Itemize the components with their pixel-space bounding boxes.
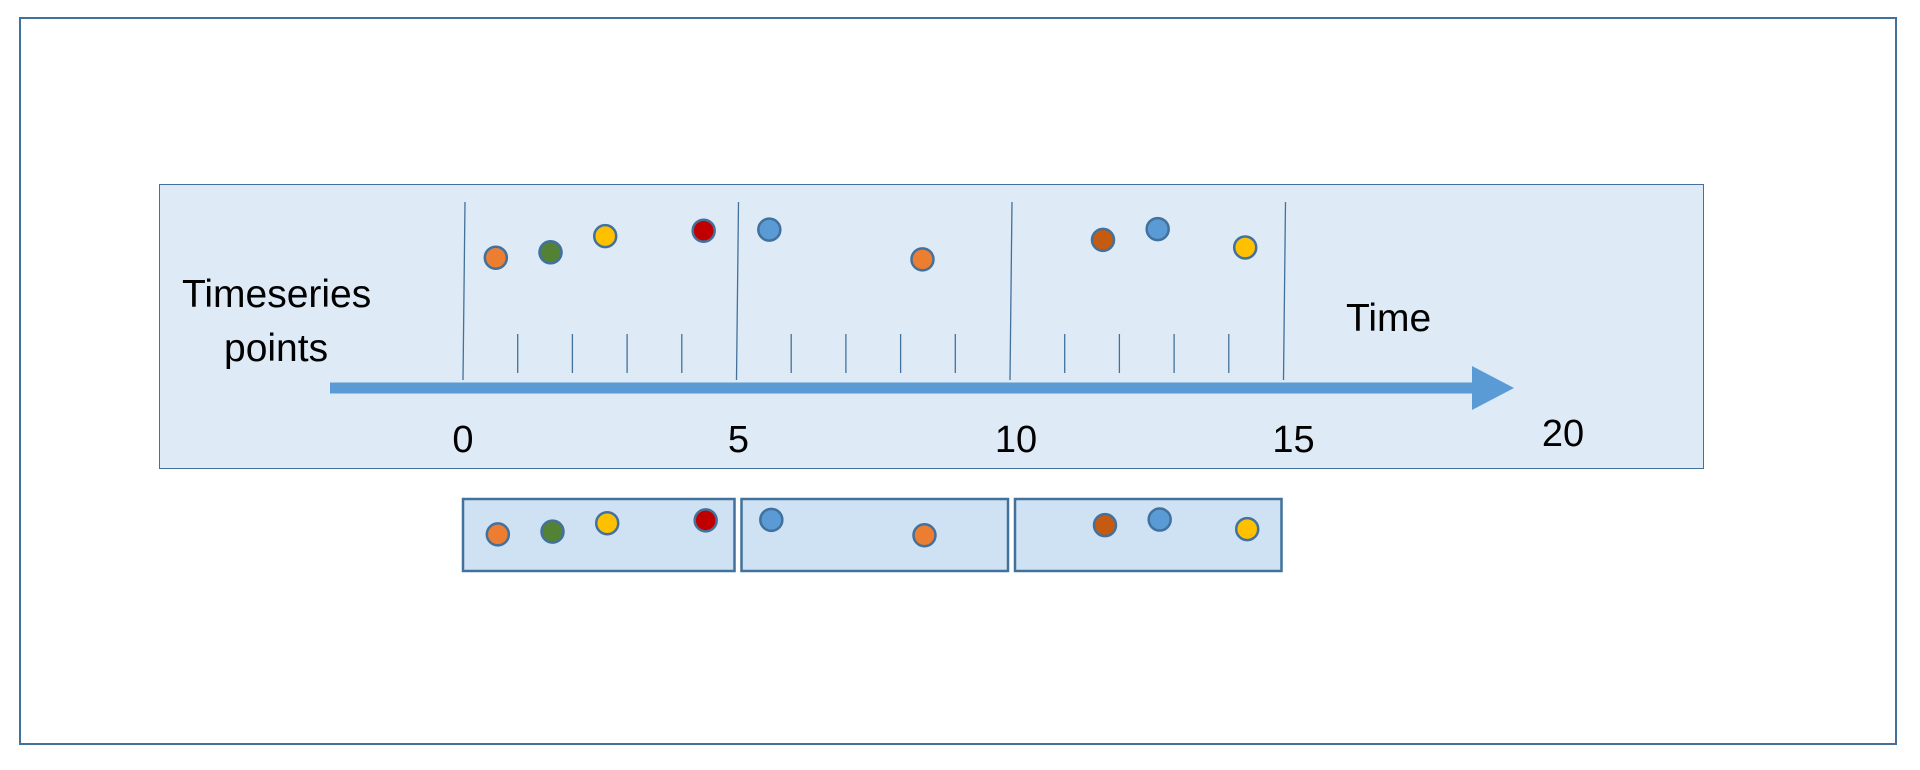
- timeseries-point-green: [540, 241, 562, 263]
- window-point-blue: [760, 509, 782, 531]
- timeseries-label-line1: Timeseries: [182, 273, 372, 316]
- window-point-blue: [1149, 509, 1171, 531]
- window-point-red: [695, 509, 717, 531]
- tick-label-15: 15: [1272, 419, 1315, 461]
- timeseries-point-blue: [758, 219, 780, 241]
- tick-label-5: 5: [727, 419, 750, 461]
- window-point-orange: [913, 524, 935, 546]
- timeseries-point-red: [693, 220, 715, 242]
- timeline-panel-fill: [160, 185, 1703, 468]
- timeseries-point-blue: [1147, 218, 1169, 240]
- tick-label-20: 20: [1541, 413, 1585, 455]
- tick-label-0: 0: [452, 419, 474, 461]
- timeseries-label-line2: points: [224, 327, 329, 370]
- timeseries-point-dark_orange: [1092, 229, 1114, 251]
- window-point-yellow: [596, 512, 618, 534]
- window-point-green: [542, 521, 564, 543]
- time-axis-label: Time: [1346, 297, 1432, 340]
- window-point-orange: [487, 523, 509, 545]
- timeseries-point-yellow: [1234, 236, 1256, 258]
- timeseries-point-orange: [485, 247, 507, 269]
- timeseries-point-yellow: [594, 225, 616, 247]
- tick-label-10: 10: [994, 419, 1038, 461]
- window-point-yellow: [1236, 518, 1258, 540]
- window-box-2: [742, 499, 1009, 571]
- timeseries-point-orange: [911, 248, 933, 270]
- window-point-dark_orange: [1094, 514, 1116, 536]
